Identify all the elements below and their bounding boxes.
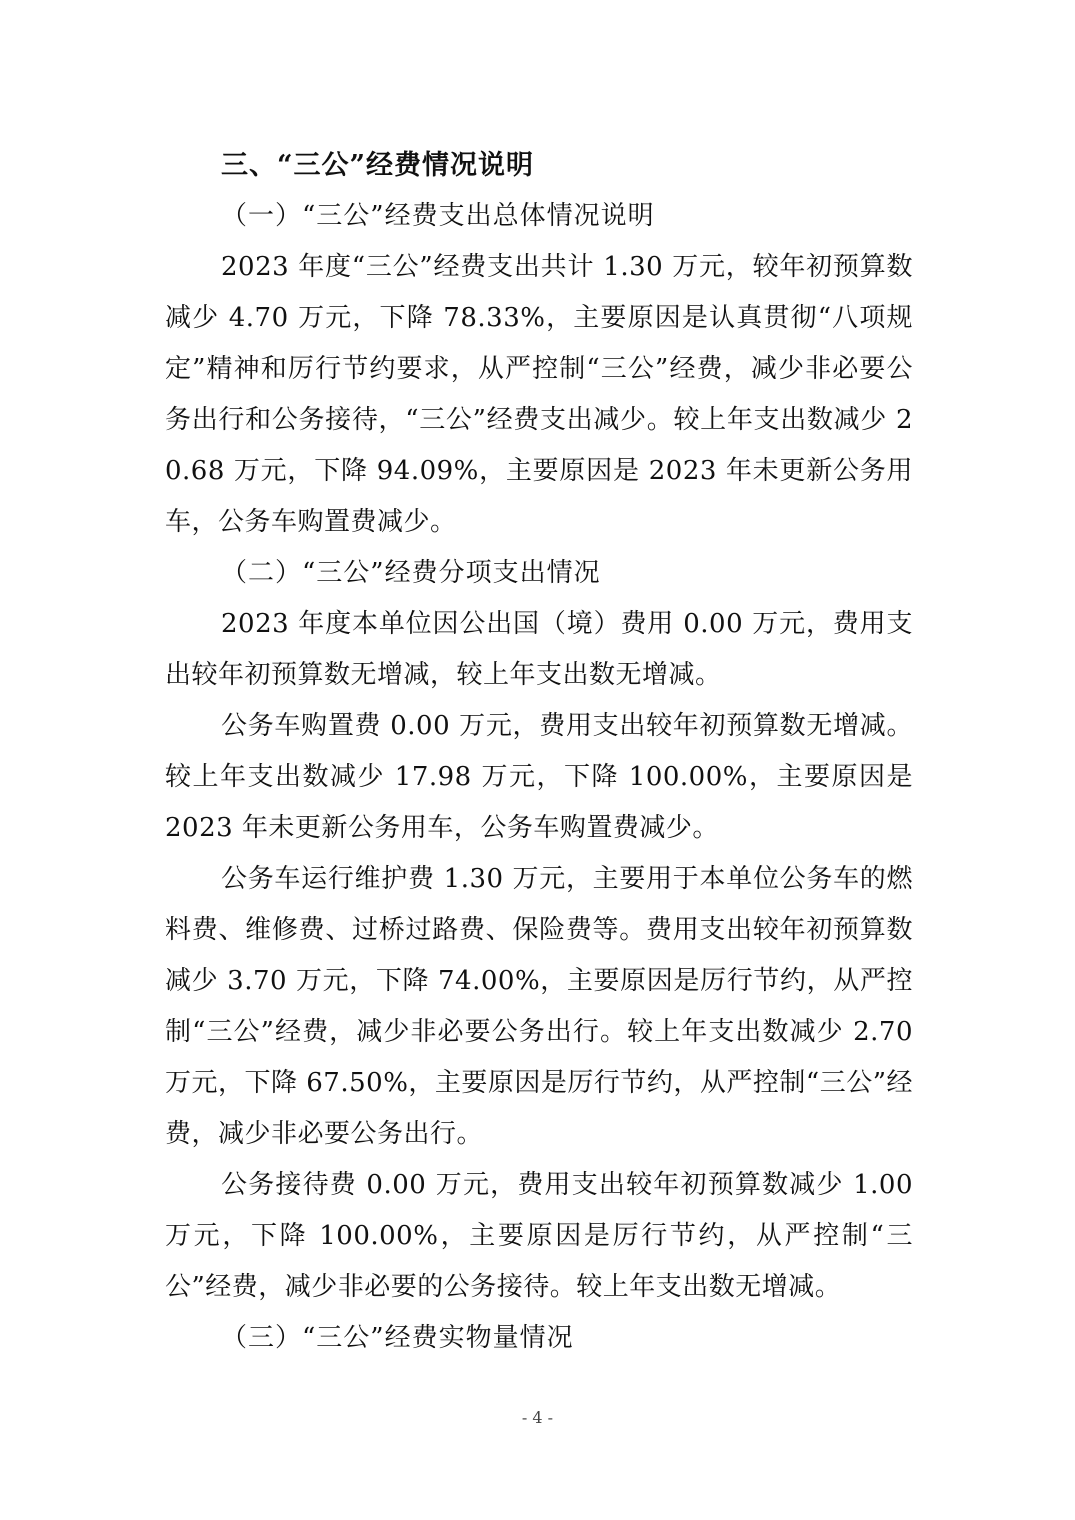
section-title: 三、“三公”经费情况说明 [221,150,535,181]
subsection-title-1: （一）“三公”经费支出总体情况说明 [221,201,655,231]
paragraph-overseas: 2023 年度本单位因公出国（境）费用 0.00 万元，费用支出较年初预算数无增减，较上年支出数无增减。 [165,609,913,690]
page-number: - 4 - [521,1408,554,1427]
paragraph-vehicle-maintenance: 公务车运行维护费 1.30 万元，主要用于本单位公务车的燃料费、维修费、过桥过路费、保险费等。费用支出较年初预算数减少 3.70 万元，下降 74.00%，主要原因是厉行节约，从严控制“三公”经费，减少非必要公务出行。较上年支出数减少 2.70 万元，下降 67.50%，主要原因是厉行节约，从严控制“三公”经费，减少非必要公务出行。 [165,864,913,1149]
subsection-title-3: （三）“三公”经费实物量情况 [221,1323,574,1353]
paragraph-vehicle-purchase: 公务车购置费 0.00 万元，费用支出较年初预算数无增减。较上年支出数减少 17.98 万元，下降 100.00%，主要原因是 2023 年未更新公务用车，公务车购置费减少。 [165,711,913,843]
document-page [165,140,913,1364]
paragraph-overall: 2023 年度“三公”经费支出共计 1.30 万元，较年初预算数减少 4.70 万元，下降 78.33%，主要原因是认真贯彻“八项规定”精神和厉行节约要求，从严控制“三公”经费，减少非必要公务出行和公务接待，“三公”经费支出减少。较上年支出数减少 20.68 万元，下降 94.09%，主要原因是 2023 年未更新公务用车，公务车购置费减少。 [165,252,913,537]
subsection-title-2: （二）“三公”经费分项支出情况 [221,558,601,588]
paragraph-reception: 公务接待费 0.00 万元，费用支出较年初预算数减少 1.00 万元，下降 100.00%，主要原因是厉行节约，从严控制“三公”经费，减少非必要的公务接待。较上年支出数无增减。 [165,1170,913,1302]
